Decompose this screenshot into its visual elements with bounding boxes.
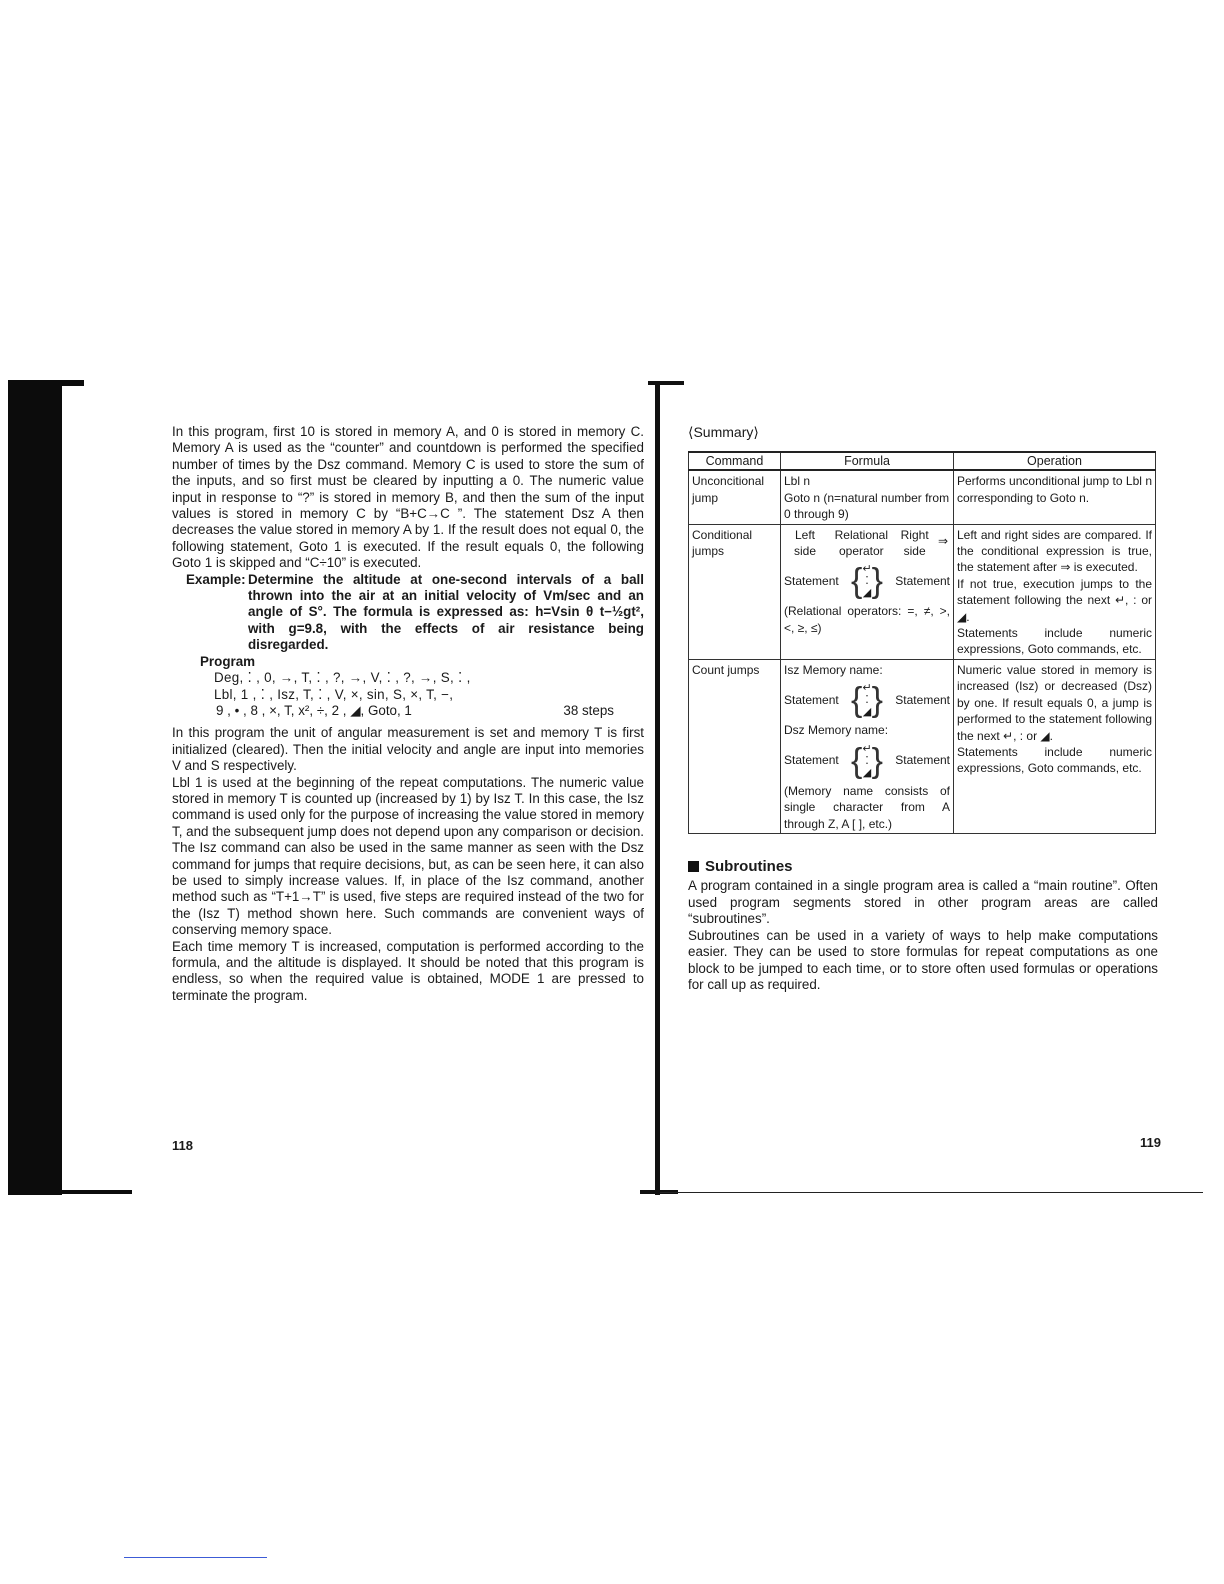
footnote-rule (124, 1557, 267, 1558)
formula-count (781, 659, 954, 833)
relational-operators: (Relational operators: =, ≠, >, <, ≥, ≤) (784, 604, 950, 635)
op-count (954, 659, 1156, 833)
page-number-left: 118 (172, 1138, 193, 1153)
example-block (186, 572, 644, 654)
subroutines-paragraph-1: A program contained in a single program area is called a “main routine”. Often used program segments stored in other program areas are called “subroutines”. (688, 877, 1158, 927)
formula-goto: Goto n (n=natural number from 0 through 9) (784, 490, 950, 522)
summary-title: ⟨Summary⟩ (688, 424, 759, 440)
subroutines-title: Subroutines (705, 857, 793, 875)
left-page (172, 424, 644, 1004)
intro-paragraph: In this program, first 10 is stored in memory A, and 0 is stored in memory C. Memory A is used as the “counter” and countdown is performed the specified number of times by the Dsz command. Memory C is used to store the sum of the inputs, and so first must be cleared by inputting a 0. The numeric value input in response to “?” is stored in memory B, and then the sum of the input values is stored in memory C by “B+C→C ”. The statement Dsz A then decreases the value stored in memory A by 1. If the result does not equal 0, the following statement, Goto 1 is executed. If the result equals 0, the following Goto 1 is skipped and “C÷10” is executed. (172, 424, 644, 571)
right-page (688, 424, 1158, 994)
program-line-3 (216, 703, 644, 719)
display-icon: ◢ (862, 706, 872, 719)
cmd-conditional: Conditional jumps (689, 524, 781, 659)
memory-name-note: (Memory name consists of single character from A through Z, A [ ], etc.) (784, 783, 950, 831)
statement-label: Statement (784, 753, 839, 768)
page-number-right: 119 (1140, 1135, 1161, 1150)
square-bullet-icon (688, 861, 699, 872)
statement-label: Statement (784, 693, 839, 708)
paragraph-endless: Each time memory T is increased, computation is performed according to the formula, and the altitude is displayed. It should be noted that this program is endless, so when the required value is obtained, MODE 1 are pressed to terminate the program. (172, 938, 644, 1003)
op-count-2: Statements include numeric expressions, Goto commands, etc. (957, 744, 1152, 776)
paragraph-lbl: Lbl 1 is used at the beginning of the repeat computations. The numeric value stored in memory T is counted up (increased by 1) by Isz T. In this case, the Isz command is used only for the purpose of increasing the value stored in memory T, and the subsequent jump does not depend upon any comparison or decision. The Isz command can also be used in the same manner as seen with the Dsz command for jumps that require decisions, but, as can be seen here, it can also be used to simply increase values. If, in place of the Isz command, another method such as “T+1→T” is used, five steps are required instead of the two for the (Isz T) method shown here. Such commands are convenient ways of conserving memory space. (172, 774, 644, 938)
display-icon: ◢ (862, 587, 872, 600)
right-side: Right side (900, 527, 929, 559)
table-row (689, 524, 1156, 659)
program-label: Program (200, 653, 256, 669)
display-icon: ◢ (862, 766, 872, 779)
header-command: Command (689, 452, 781, 470)
enter-icon: ↵ (862, 742, 872, 755)
table-row (689, 659, 1156, 833)
colon-icon: ⁚ (865, 575, 869, 588)
formula-unconditional (781, 470, 954, 524)
scan-edge-notch (62, 380, 84, 386)
table-header-row (689, 452, 1156, 470)
subroutines-paragraph-2: Subroutines can be used in a variety of ways to help make computations easier. They can be used to store formulas for repeat computations as one block to be jumped to each time, or to store often used formulas or operations for call up as required. (688, 927, 1158, 993)
op-conditional (954, 524, 1156, 659)
header-operation: Operation (954, 452, 1156, 470)
op-unconditional: Performs unconditional jump to Lbl n corresponding to Goto n. (954, 470, 1156, 524)
statement-label: Statement (895, 693, 950, 708)
table-row (689, 470, 1156, 524)
subroutines-heading (688, 858, 1158, 875)
relational-operator: Relational operator (834, 527, 889, 559)
dsz-label: Dsz Memory name: (784, 723, 889, 738)
statement-label: Statement (895, 753, 950, 768)
op-conditional-2: If not true, execution jumps to the statement following the next ↵, : or ◢. (957, 576, 1152, 624)
formula-lbl: Lbl n (784, 474, 811, 489)
separator-brace: { ↵ ⁚ ◢ } (851, 741, 883, 780)
colon-icon: ⁚ (865, 694, 869, 707)
example-text: Determine the altitude at one-second intervals of a ball thrown into the air at an initial velocity of Vm/sec and an angle of S°. The formula is expressed as: h=Vsin θ t−½gt², with g=9.8, with the effects of air resistance being disregarded. (248, 571, 644, 653)
program-line-1: Deg, ⁚ , 0, →, T, ⁚ , ?, →, V, ⁚ , ?, →, S, ⁚ , (214, 670, 471, 686)
program-line-3-text: 9 , • , 8 , ×, T, x², ÷, 2 , ◢, Goto, 1 (216, 702, 412, 718)
implies-arrow: ⇒ (937, 533, 949, 548)
paragraph-angular: In this program the unit of angular measurement is set and memory T is first initialized (cleared). Then the initial velocity and angle are input into memories V and S respectively. (172, 725, 644, 774)
subroutines-body (688, 878, 1158, 994)
book-spine (655, 385, 660, 1195)
example-label: Example: (186, 571, 246, 587)
header-formula: Formula (781, 452, 954, 470)
program-line-2: Lbl, 1 , ⁚ , Isz, T, ⁚ , V, ×, sin, S, ×, T, −, (214, 686, 454, 702)
summary-table (688, 451, 1156, 834)
scan-edge-left (8, 380, 62, 1195)
statement-label: Statement (895, 574, 950, 589)
separator-brace: { ↵ ⁚ ◢ } (851, 562, 883, 601)
colon-icon: ⁚ (865, 754, 869, 767)
op-conditional-1: Left and right sides are compared. If the conditional expression is true, the statement after ⇒ is executed. (957, 527, 1152, 575)
cmd-count: Count jumps (689, 659, 781, 833)
statement-label: Statement (784, 574, 839, 589)
separator-brace: { ↵ ⁚ ◢ } (851, 681, 883, 720)
program-steps: 38 steps (563, 702, 614, 718)
enter-icon: ↵ (862, 563, 872, 576)
left-side: Left side (793, 527, 816, 559)
scan-edge-bottom (62, 1190, 132, 1194)
enter-icon: ↵ (862, 682, 872, 695)
page-bottom-rule (660, 1192, 1203, 1193)
op-conditional-3: Statements include numeric expressions, Goto commands, etc. (957, 626, 1152, 657)
formula-conditional (781, 524, 954, 659)
cmd-unconditional: Unconcitional jump (689, 470, 781, 524)
spine-top (648, 381, 684, 385)
isz-label: Isz Memory name: (784, 662, 883, 677)
op-count-1: Numeric value stored in memory is increased (Isz) or decreased (Dsz) by one. If result equals 0, a jump is performed to the statement following the next ↵, : or ◢. (957, 662, 1152, 743)
